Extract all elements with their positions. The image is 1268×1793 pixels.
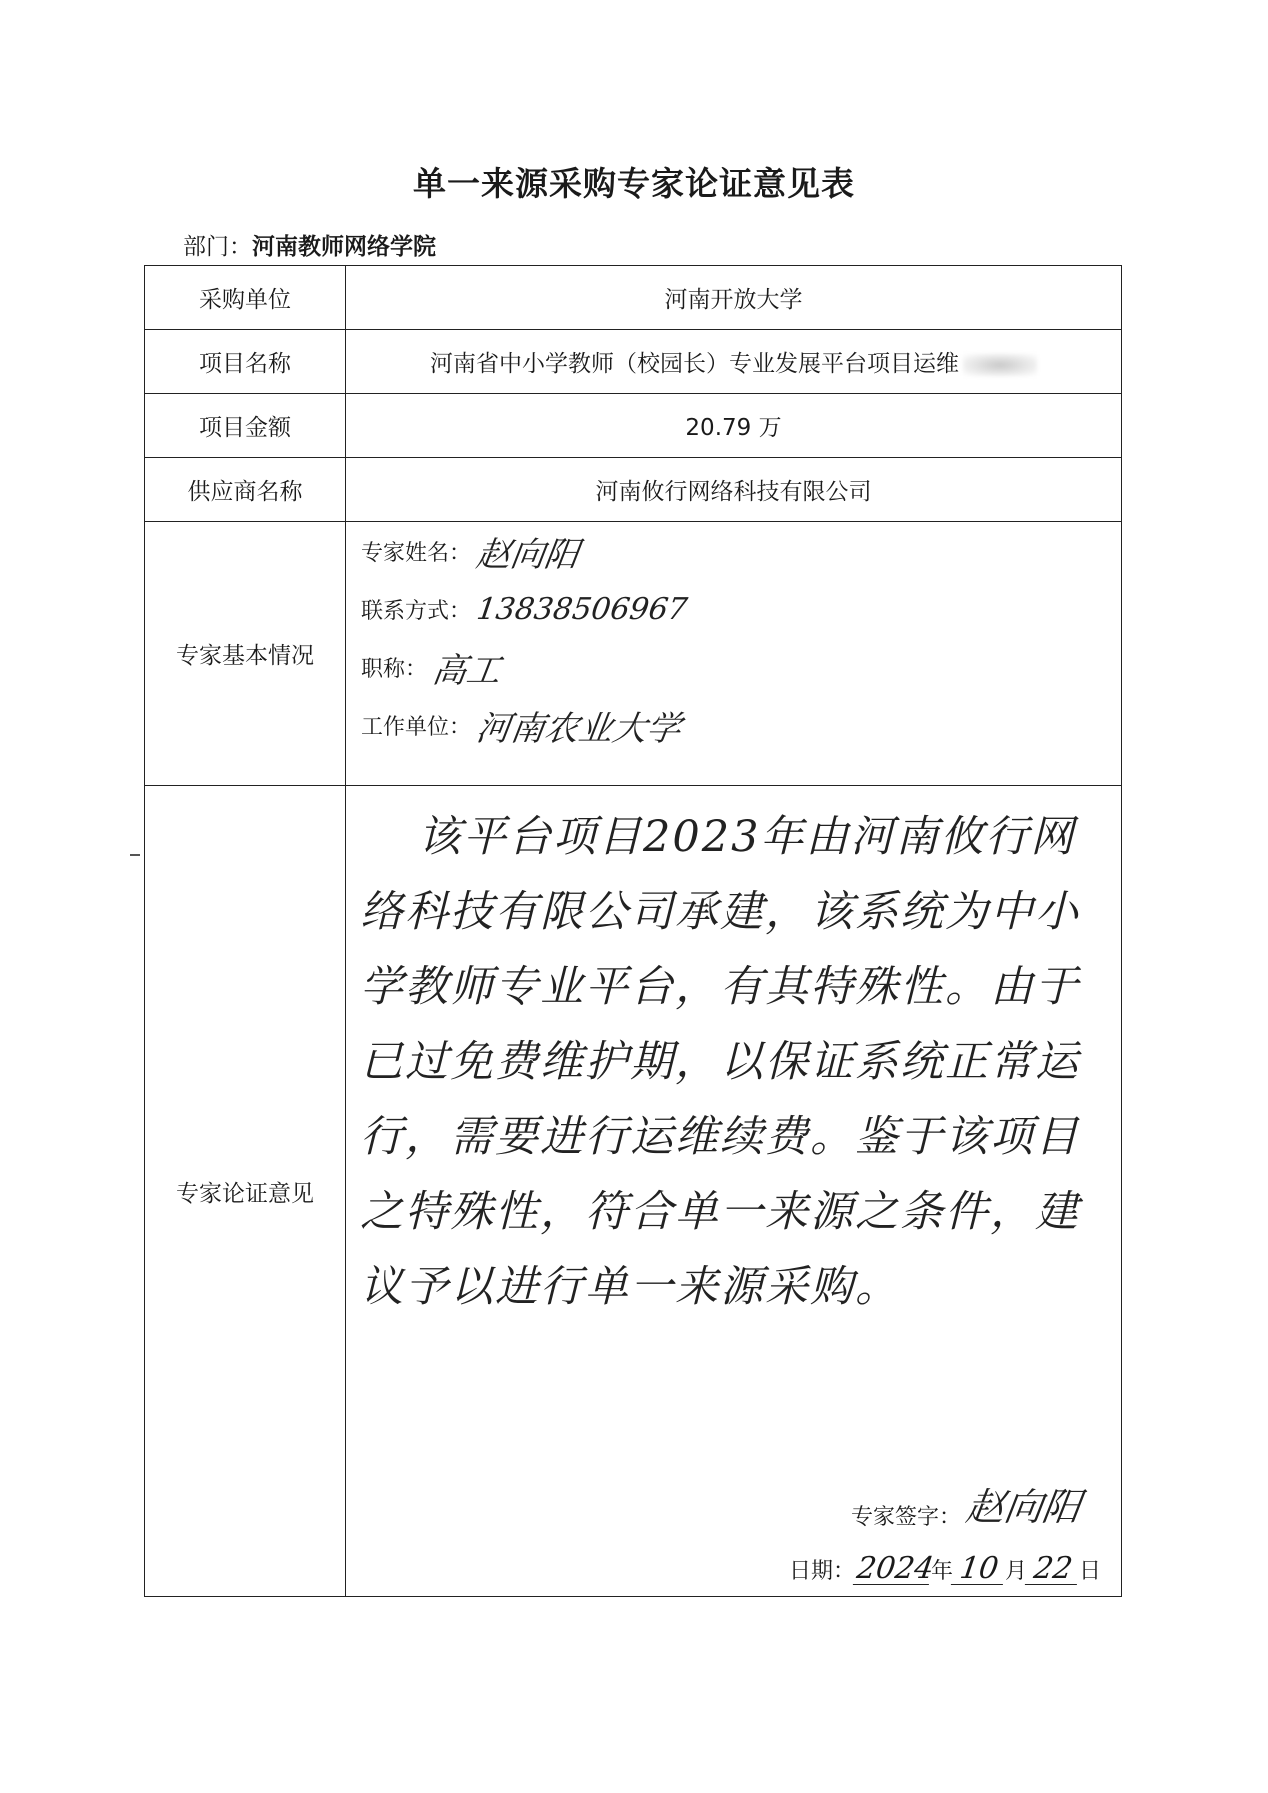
expert-info-label: 专家基本情况: [145, 522, 346, 786]
expert-contact-handwritten: 13838506967: [474, 591, 690, 627]
project-amount-value: 20.79 万: [346, 394, 1122, 458]
expert-contact-label: 联系方式：: [361, 598, 472, 624]
expert-employer-label: 工作单位：: [361, 714, 472, 740]
row-purchaser: [145, 266, 1122, 330]
signature-row: [850, 1476, 1084, 1531]
purchaser-value: 河南开放大学: [346, 266, 1122, 330]
date-year: 2024: [854, 1551, 936, 1586]
supplier-value: 河南攸行网络科技有限公司: [346, 458, 1122, 522]
expert-employer-row: [346, 696, 1121, 754]
row-expert-info: [145, 522, 1122, 786]
project-name-label: 项目名称: [145, 330, 346, 394]
date-day-unit: 日: [1078, 1559, 1101, 1584]
expert-title-handwritten: 高工: [429, 650, 504, 691]
expert-title-label: 职称：: [361, 656, 428, 682]
date-label: 日期：: [788, 1559, 855, 1584]
project-name-value: 河南省中小学教师（校园长）专业发展平台项目运维: [430, 351, 959, 377]
date-day: 22: [1025, 1554, 1081, 1585]
project-amount-label: 项目金额: [145, 394, 346, 458]
date-month-unit: 月: [1004, 1559, 1027, 1584]
expert-title-row: [346, 638, 1121, 696]
row-expert-opinion: [145, 786, 1122, 1597]
expert-name-label: 专家姓名：: [361, 540, 472, 566]
expert-contact-row: [346, 580, 1121, 638]
expert-info-cell: [346, 522, 1122, 786]
row-project-amount: [145, 394, 1122, 458]
supplier-label: 供应商名称: [145, 458, 346, 522]
row-project-name: [145, 330, 1122, 394]
redaction-blur: [963, 354, 1037, 376]
signature-label: 专家签字：: [850, 1505, 961, 1530]
expert-name-row: [346, 522, 1121, 580]
row-supplier: [145, 458, 1122, 522]
expert-opinion-label: 专家论证意见: [145, 786, 346, 1597]
department-value: 河南教师网络学院: [252, 234, 436, 260]
date-month: 10: [951, 1554, 1007, 1585]
department-label: 部门：: [183, 234, 252, 260]
expert-employer-handwritten: 河南农业大学: [473, 708, 684, 749]
opinion-handwritten-text: 该平台项目2023年由河南攸行网络科技有限公司承建，该系统为中小学教师专业平台，有其特殊性。由于已过免费维护期，以保证系统正常运行，需要进行运维续费。鉴于该项目之特殊性，符合单一来源之条件，建议予以进行单一来源采购。: [360, 812, 1080, 1312]
date-row: [788, 1551, 1101, 1586]
department-line: [183, 228, 436, 261]
purchaser-label: 采购单位: [145, 266, 346, 330]
opinion-area: [346, 786, 1121, 1596]
form-title: 单一来源采购专家论证意见表: [413, 164, 855, 203]
expert-opinion-cell: [346, 786, 1122, 1597]
date-year-unit: 年: [930, 1559, 953, 1584]
signature-handwritten: 赵向阳: [963, 1485, 1084, 1529]
project-name-cell: [346, 330, 1122, 394]
opinion-form-table: [144, 265, 1122, 1597]
scan-artifact: [130, 854, 140, 856]
expert-name-handwritten: 赵向阳: [473, 534, 582, 575]
